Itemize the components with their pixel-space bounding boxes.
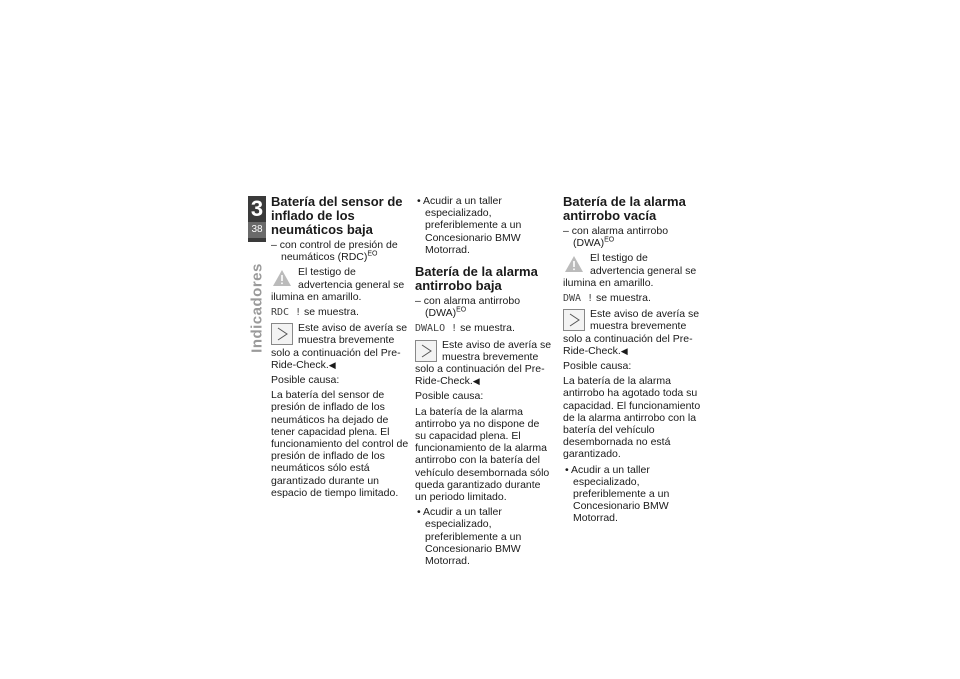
display-code: DWALO ! (415, 323, 458, 335)
warning-block (563, 252, 701, 289)
bullet-text: Acudir a un taller especializado, preferiblemente a un Concesionario BMW Motorrad. (423, 195, 522, 256)
warning-text: El testigo de advertencia general se ilumina en amarillo. (271, 266, 405, 303)
condition-sup: EO (367, 250, 378, 258)
cause-text: La batería del sensor de presión de inflado de los neumáticos ha dejado de tener capacidad plena. El funcionamiento del control de presión de inflado de los neumáticos sólo está garantizado durante un espacio de tiempo limitado. (271, 389, 409, 499)
section-label: Indicadores (248, 263, 266, 353)
info-block (415, 339, 553, 388)
column-middle (415, 195, 553, 570)
cause-text: La batería de la alarma antirrobo ya no dispone de su capacidad plena. El funcionamiento de la alarma antirrobo con la batería del vehículo desembornada sólo queda garantizado durante un periodo limitado. (415, 405, 550, 504)
column-left (271, 195, 409, 502)
dash-marker: – (563, 225, 569, 237)
display-suffix: se muestra. (596, 292, 651, 305)
warning-triangle-icon (271, 267, 293, 289)
bullet-text: Acudir a un taller especializado, preferiblemente a un Concesionario BMW Motorrad. (571, 463, 670, 525)
display-code: RDC ! (271, 307, 302, 319)
condition-sup: EO (456, 306, 467, 314)
info-block (563, 308, 701, 357)
dash-marker: – (271, 239, 277, 251)
page-number: 38 (248, 222, 266, 238)
end-mark-icon: ◀ (328, 359, 336, 370)
list-item (415, 506, 553, 567)
warning-text: El testigo de advertencia general se ilumina en amarillo. (563, 252, 697, 289)
condition-item (563, 225, 701, 249)
cause-text: La batería de la alarma antirrobo ha agotado toda su capacidad. El funcionamiento de la alarma antirrobo con la batería del vehículo desembornada no está garantizado. (563, 375, 701, 461)
display-line (563, 292, 701, 305)
condition-item (271, 239, 409, 263)
display-suffix: se muestra. (304, 306, 359, 319)
bullet-icon: • (417, 195, 421, 207)
info-text: Este aviso de avería se muestra brevemente solo a continuación del Pre-Ride-Check. (563, 308, 700, 357)
display-suffix: se muestra. (460, 322, 515, 335)
info-text: Este aviso de avería se muestra brevemente solo a continuación del Pre-Ride-Check. (415, 338, 552, 388)
display-code: DWA ! (563, 293, 594, 305)
bullet-icon: • (417, 506, 421, 519)
condition-text: con alarma antirrobo (DWA) (571, 225, 669, 250)
list-item (563, 464, 701, 525)
display-line (415, 322, 553, 335)
cause-label: Posible causa: (271, 374, 340, 387)
end-mark-icon: ◀ (472, 376, 480, 387)
info-triangle-icon (563, 309, 585, 331)
info-block (271, 322, 409, 371)
info-triangle-icon (415, 340, 437, 362)
heading-dwa-battery-low: Batería de la alarma antirrobo baja (415, 264, 538, 294)
info-triangle-icon (271, 323, 293, 345)
condition-text: con control de presión de neumáticos (RDC) (279, 239, 398, 264)
warning-triangle-icon (563, 253, 585, 275)
heading-dwa-battery-empty: Batería de la alarma antirrobo vacía (563, 194, 686, 223)
condition-text: con alarma antirrobo (DWA) (423, 295, 521, 320)
cause-label: Posible causa: (563, 360, 632, 373)
cause-label: Posible causa: (415, 390, 484, 403)
list-item (415, 195, 553, 256)
column-right (563, 195, 701, 528)
condition-item (415, 295, 553, 319)
warning-block (271, 266, 409, 303)
display-line (271, 306, 409, 319)
bullet-icon: • (565, 463, 569, 476)
end-mark-icon: ◀ (620, 345, 628, 356)
bullet-text: Acudir a un taller especializado, preferiblemente a un Concesionario BMW Motorrad. (423, 506, 522, 568)
heading-rdc-battery-low: Batería del sensor de inflado de los neumáticos baja (271, 194, 403, 237)
condition-sup: EO (604, 236, 615, 244)
chapter-number: 3 (250, 196, 264, 221)
dash-marker: – (415, 295, 421, 308)
info-text: Este aviso de avería se muestra brevemente solo a continuación del Pre-Ride-Check. (271, 322, 408, 371)
